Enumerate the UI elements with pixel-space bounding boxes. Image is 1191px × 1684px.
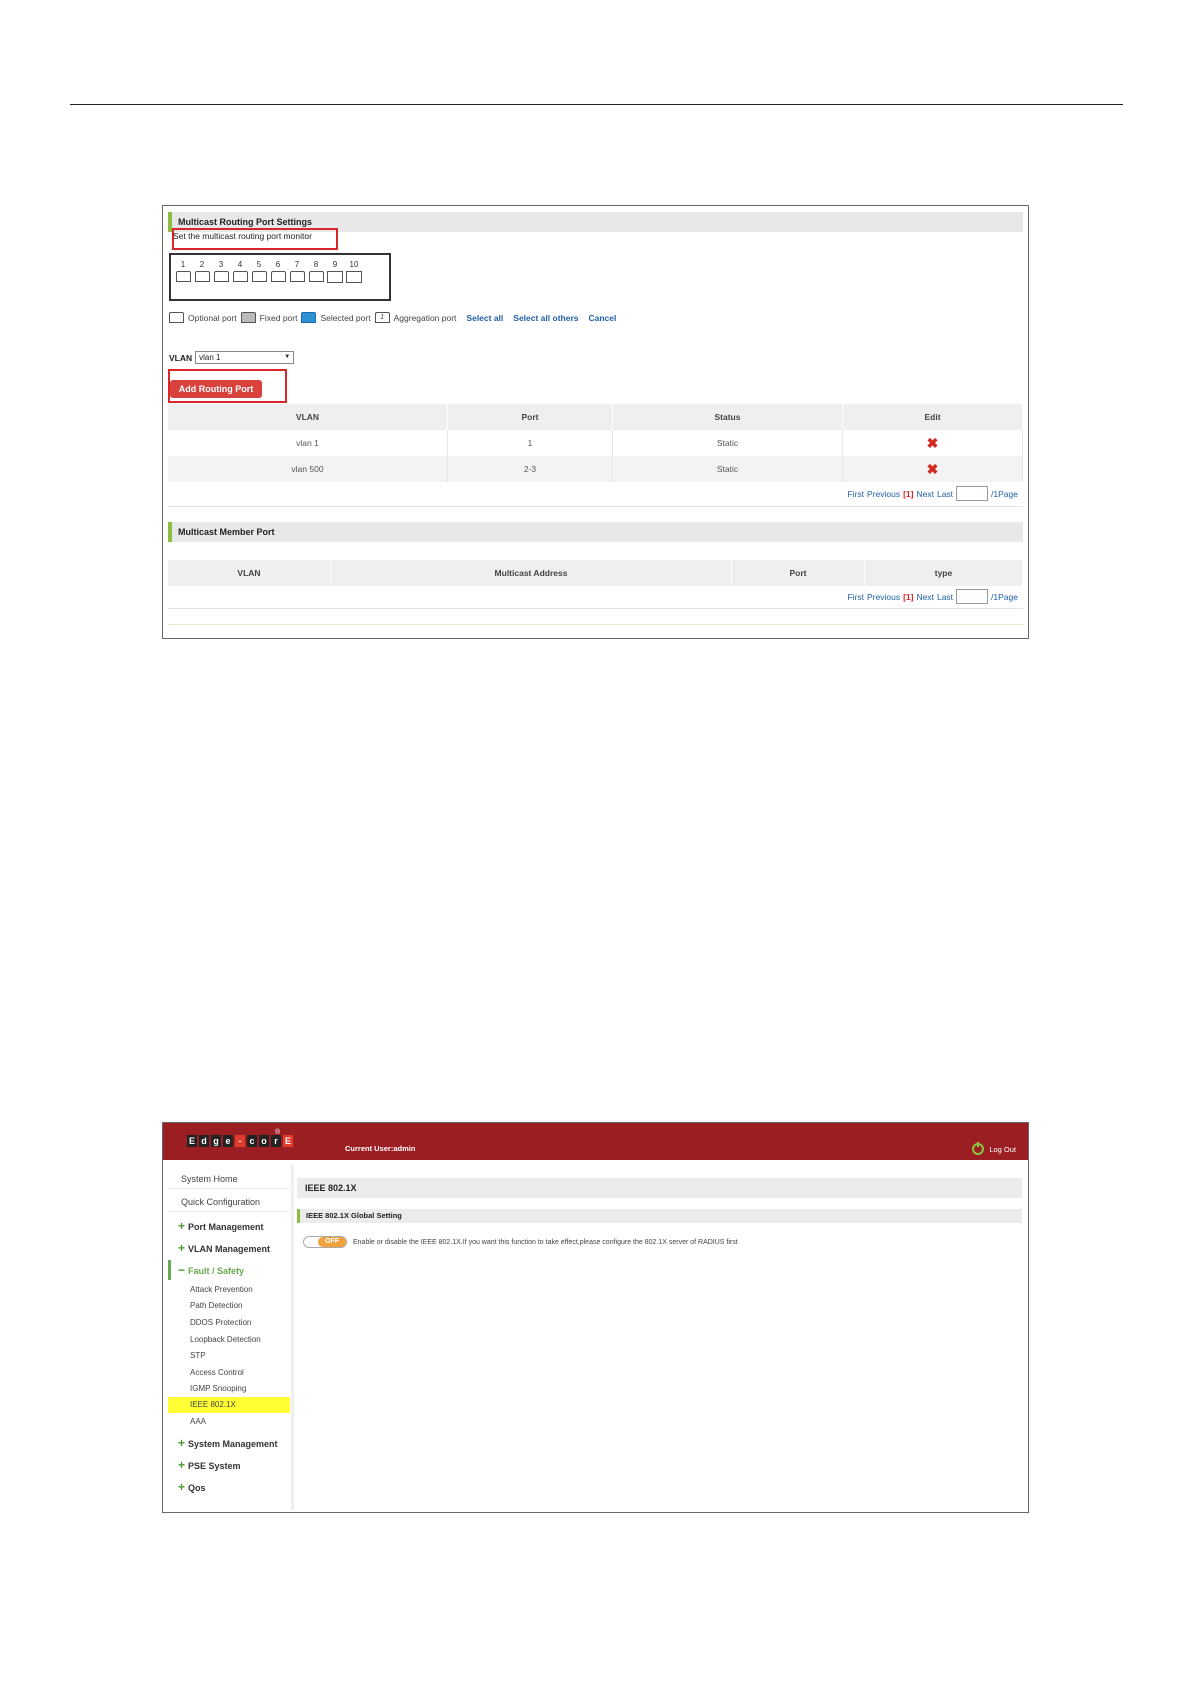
cell-vlan: vlan 1 xyxy=(168,430,448,456)
logo-letter: E xyxy=(284,1136,291,1146)
sfp-port-icon xyxy=(327,271,343,283)
col-edit: Edit xyxy=(843,404,1023,430)
legend-fixed: Fixed port xyxy=(259,312,298,323)
sidebar-item-access-control[interactable]: Access Control xyxy=(190,1368,244,1377)
col-vlan: VLAN xyxy=(168,560,331,586)
col-multicast-address: Multicast Address xyxy=(331,560,732,586)
table-row xyxy=(168,430,1023,456)
sidebar-item-path-detection[interactable]: Path Detection xyxy=(190,1301,243,1310)
cell-status: Static xyxy=(613,430,843,456)
legend-optional: Optional port xyxy=(188,312,237,323)
col-port: Port xyxy=(732,560,865,586)
group-label: System Management xyxy=(188,1439,278,1449)
logo-letter: e xyxy=(223,1135,233,1147)
select-all-others-link[interactable]: Select all others xyxy=(513,312,579,323)
cell-edit xyxy=(843,456,1023,482)
sidebar-item-ddos-protection[interactable]: DDOS Protection xyxy=(190,1318,252,1327)
pager-last[interactable]: Last xyxy=(936,488,954,499)
selected-port-icon xyxy=(301,312,316,323)
col-port: Port xyxy=(448,404,613,430)
port-number: 3 xyxy=(218,260,224,269)
port-number: 1 xyxy=(180,260,186,269)
group-label: PSE System xyxy=(188,1461,241,1471)
port-number: 5 xyxy=(256,260,262,269)
cell-status: Static xyxy=(613,456,843,482)
port-1[interactable] xyxy=(175,260,191,282)
logo-letter: - xyxy=(235,1135,245,1147)
port-2[interactable] xyxy=(194,260,210,282)
port-icon xyxy=(252,271,267,282)
port-icon xyxy=(176,271,191,282)
logo-letter: d xyxy=(199,1135,209,1147)
col-status: Status xyxy=(613,404,843,430)
pager-total: /1Page xyxy=(991,591,1018,602)
port-number: 10 xyxy=(349,260,359,269)
port-icon xyxy=(214,271,229,282)
toggle-state: OFF xyxy=(318,1237,346,1247)
logo-letter: g xyxy=(211,1135,221,1147)
aggregation-port-icon: 1 xyxy=(375,312,390,323)
pager-next[interactable]: Next xyxy=(916,488,934,499)
port-number: 4 xyxy=(237,260,243,269)
group-label: VLAN Management xyxy=(188,1244,271,1254)
pager-first[interactable]: First xyxy=(847,488,865,499)
page-title: IEEE 802.1X xyxy=(297,1178,1022,1198)
port-icon xyxy=(271,271,286,282)
table-row xyxy=(168,456,1023,482)
pager-first[interactable]: First xyxy=(847,591,865,602)
table-header-row xyxy=(168,560,1023,586)
group-label: Qos xyxy=(188,1483,206,1493)
group-label: Fault / Safety xyxy=(188,1266,245,1276)
optional-port-icon xyxy=(169,312,184,323)
logo-letter: r xyxy=(271,1135,281,1147)
vlan-select[interactable]: vlan 1 ▼ xyxy=(195,351,294,364)
port-10[interactable] xyxy=(346,260,362,283)
legend-selected: Selected port xyxy=(320,312,371,323)
sfp-port-icon xyxy=(346,271,362,283)
divider xyxy=(168,506,1023,507)
member-pager xyxy=(847,589,1018,604)
vlan-label: VLAN xyxy=(169,352,193,363)
port-panel xyxy=(169,253,391,301)
sidebar-item-attack-prevention[interactable]: Attack Prevention xyxy=(190,1285,253,1294)
col-type: type xyxy=(865,560,1023,586)
logo-letter: c xyxy=(247,1135,257,1147)
port-7[interactable] xyxy=(289,260,305,282)
sidebar-item-igmp-snooping[interactable]: IGMP Snooping xyxy=(190,1384,247,1393)
monitor-label: Set the multicast routing port monitor xyxy=(173,231,312,241)
port-4[interactable] xyxy=(232,260,248,282)
sidebar-group-qos[interactable] xyxy=(168,1477,290,1497)
pager-last[interactable]: Last xyxy=(936,591,954,602)
header-rule xyxy=(70,104,1123,105)
port-icon xyxy=(309,271,324,282)
pager-current: [1] xyxy=(903,488,914,499)
toggle-row xyxy=(303,1236,738,1248)
port-5[interactable] xyxy=(251,260,267,282)
pager-next[interactable]: Next xyxy=(916,591,934,602)
port-3[interactable] xyxy=(213,260,229,282)
sidebar-group-pse-system[interactable] xyxy=(168,1455,290,1475)
pager-previous[interactable]: Previous xyxy=(867,591,901,602)
sidebar-group-port-management[interactable] xyxy=(168,1216,290,1236)
sidebar-item-quick-config[interactable]: Quick Configuration xyxy=(168,1192,290,1212)
port-number: 9 xyxy=(332,260,338,269)
port-8[interactable] xyxy=(308,260,324,282)
port-6[interactable] xyxy=(270,260,286,282)
sidebar-divider xyxy=(291,1165,294,1510)
ieee8021x-screenshot xyxy=(162,1122,1029,1513)
col-vlan: VLAN xyxy=(168,404,448,430)
divider xyxy=(168,624,1023,625)
current-user: Current User:admin xyxy=(345,1144,416,1153)
sidebar-item-stp[interactable]: STP xyxy=(190,1351,206,1360)
logout-label: Log Out xyxy=(989,1144,1016,1154)
plus-icon: + xyxy=(178,1219,186,1233)
divider xyxy=(168,608,1023,609)
enable-toggle[interactable] xyxy=(303,1236,347,1248)
page-number-input[interactable] xyxy=(956,589,988,604)
sidebar-item-loopback-detection[interactable]: Loopback Detection xyxy=(190,1335,261,1344)
sidebar-group-fault-safety[interactable] xyxy=(168,1260,290,1280)
delete-icon[interactable]: ✖ xyxy=(926,461,939,477)
section-header-routing: Multicast Routing Port Settings xyxy=(168,212,1023,232)
pager-previous[interactable]: Previous xyxy=(867,488,901,499)
top-bar xyxy=(163,1123,1028,1160)
plus-icon: + xyxy=(178,1436,186,1450)
registered-mark: ® xyxy=(275,1129,281,1136)
cancel-link[interactable]: Cancel xyxy=(588,312,617,323)
select-all-link[interactable]: Select all xyxy=(466,312,504,323)
port-number: 7 xyxy=(294,260,300,269)
plus-icon: + xyxy=(178,1480,186,1494)
cell-port: 2-3 xyxy=(448,456,613,482)
port-number: 2 xyxy=(199,260,205,269)
vlan-row xyxy=(169,351,294,364)
routing-port-table xyxy=(168,404,1023,482)
power-icon xyxy=(972,1143,984,1155)
legend-aggregation: Aggregation port xyxy=(393,312,457,323)
cell-port: 1 xyxy=(448,430,613,456)
cell-edit xyxy=(843,430,1023,456)
routing-pager xyxy=(847,486,1018,501)
sidebar-group-system-management[interactable] xyxy=(168,1433,290,1453)
member-port-table xyxy=(168,560,1023,586)
port-number: 8 xyxy=(313,260,319,269)
port-9[interactable] xyxy=(327,260,343,283)
sidebar xyxy=(168,1165,290,1510)
port-icon xyxy=(290,271,305,282)
sidebar-group-vlan-management[interactable] xyxy=(168,1238,290,1258)
sidebar-item-system-home[interactable]: System Home xyxy=(168,1169,290,1189)
plus-icon: + xyxy=(178,1458,186,1472)
fixed-port-icon xyxy=(241,312,256,323)
plus-icon: + xyxy=(178,1241,186,1255)
page-number-input[interactable] xyxy=(956,486,988,501)
sidebar-item-ieee-8021x[interactable]: IEEE 802.1X xyxy=(168,1397,290,1413)
port-legend xyxy=(169,312,616,323)
logo-letter: E xyxy=(188,1136,195,1146)
section-header-global: IEEE 802.1X Global Setting xyxy=(297,1209,1022,1223)
toggle-description: Enable or disable the IEEE 802.1X.If you want this function to take effect,please configure the 802.1X server of RADIUS first xyxy=(353,1238,738,1246)
group-label: Port Management xyxy=(188,1222,264,1232)
minus-icon: − xyxy=(178,1263,186,1277)
port-icon xyxy=(195,271,210,282)
edgecore-logo xyxy=(187,1135,293,1147)
pager-current: [1] xyxy=(903,591,914,602)
logout-button[interactable] xyxy=(972,1143,1016,1155)
section-header-member: Multicast Member Port xyxy=(168,522,1023,542)
sidebar-item-aaa[interactable]: AAA xyxy=(190,1417,207,1426)
cell-vlan: vlan 500 xyxy=(168,456,448,482)
pager-total: /1Page xyxy=(991,488,1018,499)
logo-letter: o xyxy=(259,1135,269,1147)
table-header-row xyxy=(168,404,1023,430)
delete-icon[interactable]: ✖ xyxy=(926,435,939,451)
add-routing-port-button[interactable]: Add Routing Port xyxy=(170,380,262,398)
port-number: 6 xyxy=(275,260,281,269)
multicast-routing-screenshot xyxy=(162,205,1029,639)
port-icon xyxy=(233,271,248,282)
